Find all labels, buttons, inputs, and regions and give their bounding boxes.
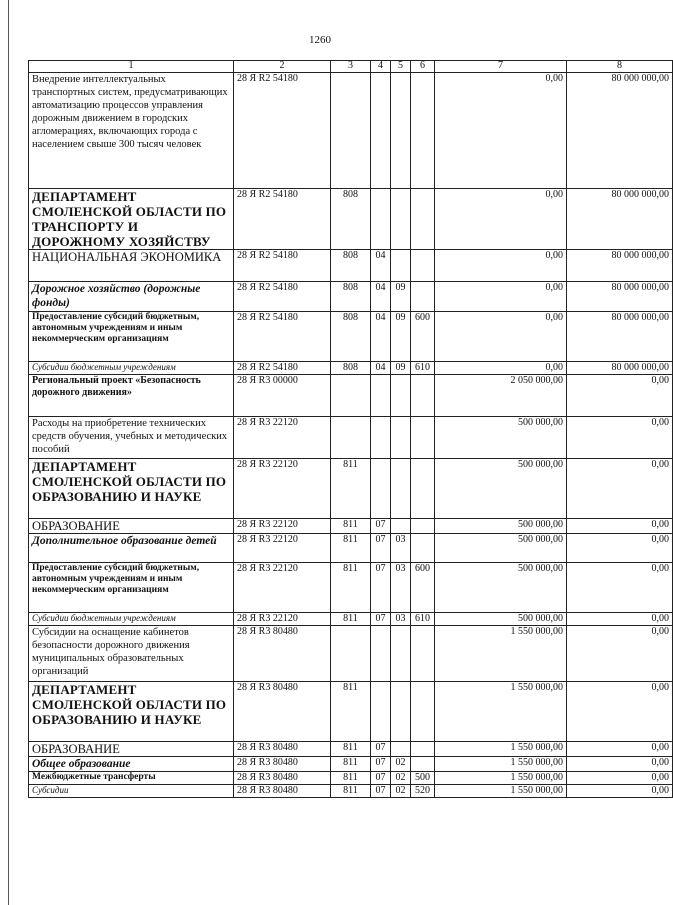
ministry-code [331,73,371,189]
budget-code: 28 Я R2 54180 [234,312,331,362]
amount-col7: 500 000,00 [435,519,567,534]
subsection-code [391,73,411,189]
ministry-code: 808 [331,282,371,312]
ministry-code: 811 [331,682,371,742]
amount-col7: 1 550 000,00 [435,772,567,785]
ministry-code: 811 [331,613,371,626]
subsection-code: 03 [391,563,411,613]
expense-type-code [411,742,435,757]
ministry-code: 808 [331,362,371,375]
row-name: Субсидии бюджетным учреждениям [29,613,234,626]
section-code [371,73,391,189]
amount-col7: 1 550 000,00 [435,757,567,772]
row-name: Общее образование [29,757,234,772]
table-row [29,189,673,250]
amount-col7: 0,00 [435,312,567,362]
section-code [371,417,391,459]
row-name: ДЕПАРТАМЕНТ СМОЛЕНСКОЙ ОБЛАСТИ ПО ОБРАЗОВАНИЮ И НАУКЕ [29,682,234,742]
col-header-5: 5 [391,61,411,73]
section-code [371,682,391,742]
ministry-code: 811 [331,563,371,613]
row-name: Субсидии на оснащение кабинетов безопасности дорожного движения муниципальных образовательных организаций [29,626,234,682]
amount-col8: 80 000 000,00 [567,250,673,282]
amount-col7: 1 550 000,00 [435,626,567,682]
expense-type-code [411,375,435,417]
section-code [371,189,391,250]
amount-col8: 0,00 [567,742,673,757]
ministry-code: 811 [331,459,371,519]
section-code: 04 [371,362,391,375]
row-name: Предоставление субсидий бюджетным, автономным учреждениям и иным некоммерческим организациям [29,563,234,613]
row-name: Межбюджетные трансферты [29,772,234,785]
row-name: Предоставление субсидий бюджетным, автономным учреждениям и иным некоммерческим организациям [29,312,234,362]
table-row [29,250,673,282]
table-row [29,785,673,798]
column-number-row [29,61,673,73]
col-header-1: 1 [29,61,234,73]
budget-code: 28 Я R3 22120 [234,563,331,613]
subsection-code [391,189,411,250]
budget-code: 28 Я R2 54180 [234,282,331,312]
table-row [29,772,673,785]
row-name: Внедрение интеллектуальных транспортных систем, предусматривающих автоматизацию процессов управления дорожным движением в городских агломерациях, включающих города с населением свыше 300 тысяч человек [29,73,234,189]
ministry-code [331,375,371,417]
col-header-2: 2 [234,61,331,73]
subsection-code: 03 [391,613,411,626]
ministry-code: 811 [331,772,371,785]
amount-col8: 0,00 [567,417,673,459]
section-code: 07 [371,613,391,626]
table-row [29,417,673,459]
section-code: 07 [371,519,391,534]
subsection-code [391,682,411,742]
ministry-code [331,626,371,682]
amount-col8: 80 000 000,00 [567,362,673,375]
amount-col8: 80 000 000,00 [567,189,673,250]
row-name: Расходы на приобретение технических средств обучения, учебных и методических пособий [29,417,234,459]
budget-code: 28 Я R2 54180 [234,362,331,375]
table-row [29,362,673,375]
amount-col8: 0,00 [567,534,673,563]
subsection-code: 09 [391,312,411,362]
row-name: Дорожное хозяйство (дорожные фонды) [29,282,234,312]
section-code: 07 [371,534,391,563]
expense-type-code: 600 [411,563,435,613]
amount-col8: 80 000 000,00 [567,312,673,362]
amount-col8: 0,00 [567,459,673,519]
subsection-code: 09 [391,362,411,375]
expense-type-code [411,459,435,519]
col-header-3: 3 [331,61,371,73]
budget-code: 28 Я R3 80480 [234,772,331,785]
budget-code: 28 Я R3 80480 [234,682,331,742]
budget-code: 28 Я R3 22120 [234,417,331,459]
amount-col7: 1 550 000,00 [435,785,567,798]
subsection-code [391,417,411,459]
expense-type-code [411,417,435,459]
budget-code: 28 Я R3 22120 [234,613,331,626]
row-name: Региональный проект «Безопасность дорожного движения» [29,375,234,417]
amount-col8: 80 000 000,00 [567,73,673,189]
budget-code: 28 Я R3 22120 [234,519,331,534]
expense-type-code [411,626,435,682]
budget-code: 28 Я R2 54180 [234,73,331,189]
amount-col7: 0,00 [435,250,567,282]
amount-col7: 500 000,00 [435,613,567,626]
row-name: ДЕПАРТАМЕНТ СМОЛЕНСКОЙ ОБЛАСТИ ПО ТРАНСПОРТУ И ДОРОЖНОМУ ХОЗЯЙСТВУ [29,189,234,250]
amount-col7: 500 000,00 [435,563,567,613]
ministry-code: 811 [331,785,371,798]
expense-type-code: 610 [411,613,435,626]
budget-code: 28 Я R3 80480 [234,757,331,772]
table-row [29,757,673,772]
ministry-code: 811 [331,519,371,534]
amount-col7: 0,00 [435,362,567,375]
amount-col8: 0,00 [567,757,673,772]
amount-col8: 0,00 [567,626,673,682]
subsection-code [391,742,411,757]
expense-type-code [411,189,435,250]
row-name: Субсидии бюджетным учреждениям [29,362,234,375]
row-name: ОБРАЗОВАНИЕ [29,742,234,757]
expense-type-code: 500 [411,772,435,785]
expense-type-code: 600 [411,312,435,362]
expense-type-code [411,534,435,563]
expense-type-code [411,519,435,534]
section-code: 07 [371,772,391,785]
table-row [29,459,673,519]
section-code: 07 [371,563,391,613]
amount-col7: 500 000,00 [435,534,567,563]
expense-type-code [411,250,435,282]
section-code [371,626,391,682]
amount-col8: 0,00 [567,375,673,417]
expense-type-code [411,757,435,772]
ministry-code: 811 [331,742,371,757]
budget-table [28,60,673,798]
ministry-code [331,417,371,459]
budget-code: 28 Я R3 00000 [234,375,331,417]
subsection-code [391,250,411,282]
page-number: 1260 [309,34,331,46]
section-code: 04 [371,312,391,362]
amount-col7: 1 550 000,00 [435,742,567,757]
subsection-code [391,626,411,682]
section-code: 07 [371,757,391,772]
expense-type-code [411,73,435,189]
amount-col7: 500 000,00 [435,459,567,519]
ministry-code: 808 [331,189,371,250]
table-row [29,742,673,757]
amount-col8: 0,00 [567,785,673,798]
row-name: Субсидии [29,785,234,798]
amount-col7: 0,00 [435,73,567,189]
section-code: 04 [371,250,391,282]
expense-type-code: 520 [411,785,435,798]
amount-col8: 0,00 [567,682,673,742]
budget-code: 28 Я R2 54180 [234,189,331,250]
section-code [371,375,391,417]
subsection-code: 02 [391,785,411,798]
col-header-6: 6 [411,61,435,73]
ministry-code: 808 [331,250,371,282]
table-row [29,534,673,563]
table-body [29,73,673,798]
col-header-8: 8 [567,61,673,73]
table-row [29,73,673,189]
amount-col7: 0,00 [435,282,567,312]
table-row [29,519,673,534]
ministry-code: 811 [331,534,371,563]
table-row [29,375,673,417]
amount-col8: 80 000 000,00 [567,282,673,312]
expense-type-code [411,682,435,742]
section-code [371,459,391,519]
table-row [29,626,673,682]
budget-code: 28 Я R3 22120 [234,534,331,563]
row-name: ОБРАЗОВАНИЕ [29,519,234,534]
table-row [29,312,673,362]
amount-col8: 0,00 [567,519,673,534]
section-code: 07 [371,785,391,798]
budget-code: 28 Я R3 80480 [234,626,331,682]
expense-type-code: 610 [411,362,435,375]
amount-col7: 2 050 000,00 [435,375,567,417]
amount-col8: 0,00 [567,613,673,626]
row-name: Дополнительное образование детей [29,534,234,563]
row-name: НАЦИОНАЛЬНАЯ ЭКОНОМИКА [29,250,234,282]
budget-code: 28 Я R2 54180 [234,250,331,282]
expense-type-code [411,282,435,312]
subsection-code: 02 [391,757,411,772]
subsection-code [391,375,411,417]
section-code: 04 [371,282,391,312]
subsection-code [391,459,411,519]
amount-col8: 0,00 [567,772,673,785]
section-code: 07 [371,742,391,757]
left-margin-rule [8,0,9,905]
col-header-4: 4 [371,61,391,73]
amount-col7: 500 000,00 [435,417,567,459]
amount-col8: 0,00 [567,563,673,613]
budget-code: 28 Я R3 22120 [234,459,331,519]
table-row [29,282,673,312]
budget-code: 28 Я R3 80480 [234,742,331,757]
table-row [29,682,673,742]
subsection-code [391,519,411,534]
subsection-code: 09 [391,282,411,312]
subsection-code: 02 [391,772,411,785]
col-header-7: 7 [435,61,567,73]
table-row [29,563,673,613]
amount-col7: 1 550 000,00 [435,682,567,742]
ministry-code: 811 [331,757,371,772]
budget-code: 28 Я R3 80480 [234,785,331,798]
subsection-code: 03 [391,534,411,563]
ministry-code: 808 [331,312,371,362]
table-row [29,613,673,626]
row-name: ДЕПАРТАМЕНТ СМОЛЕНСКОЙ ОБЛАСТИ ПО ОБРАЗОВАНИЮ И НАУКЕ [29,459,234,519]
amount-col7: 0,00 [435,189,567,250]
